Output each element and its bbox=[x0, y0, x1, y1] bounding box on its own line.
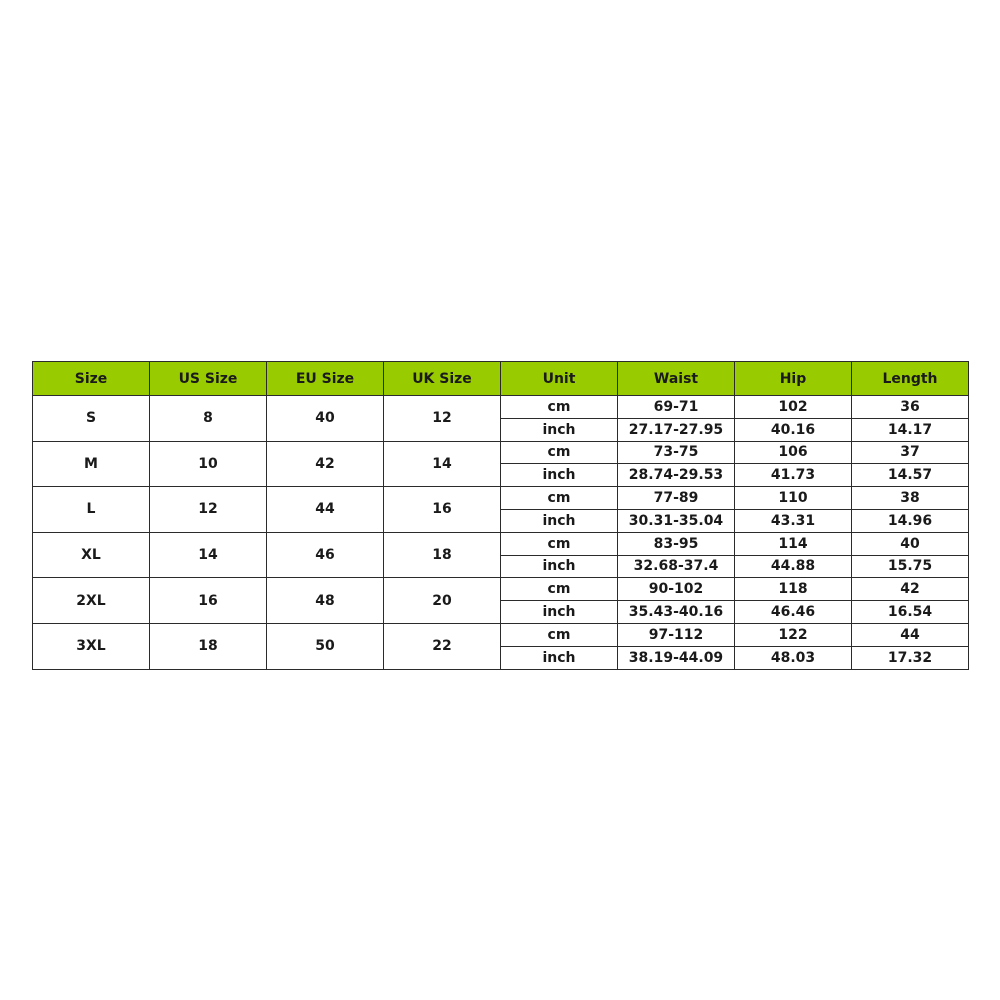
unit-cell: cm bbox=[501, 396, 618, 419]
column-header: EU Size bbox=[267, 362, 384, 396]
column-header: Size bbox=[33, 362, 150, 396]
waist-cell: 69-71 bbox=[618, 396, 735, 419]
unit-cell: inch bbox=[501, 555, 618, 578]
column-header: Hip bbox=[735, 362, 852, 396]
waist-cell: 77-89 bbox=[618, 487, 735, 510]
column-header: Length bbox=[852, 362, 969, 396]
waist-cell: 30.31-35.04 bbox=[618, 509, 735, 532]
column-header: US Size bbox=[150, 362, 267, 396]
unit-cell: cm bbox=[501, 487, 618, 510]
unit-cell: inch bbox=[501, 646, 618, 669]
column-header: Waist bbox=[618, 362, 735, 396]
header-row bbox=[33, 362, 969, 396]
size-cell: XL bbox=[33, 532, 150, 578]
waist-cell: 73-75 bbox=[618, 441, 735, 464]
hip-cell: 48.03 bbox=[735, 646, 852, 669]
length-cell: 40 bbox=[852, 532, 969, 555]
waist-cell: 27.17-27.95 bbox=[618, 418, 735, 441]
length-cell: 17.32 bbox=[852, 646, 969, 669]
hip-cell: 43.31 bbox=[735, 509, 852, 532]
column-header: Unit bbox=[501, 362, 618, 396]
unit-cell: cm bbox=[501, 441, 618, 464]
table-row bbox=[33, 396, 969, 419]
eu-size-cell: 42 bbox=[267, 441, 384, 487]
hip-cell: 110 bbox=[735, 487, 852, 510]
waist-cell: 35.43-40.16 bbox=[618, 601, 735, 624]
hip-cell: 41.73 bbox=[735, 464, 852, 487]
uk-size-cell: 18 bbox=[384, 532, 501, 578]
size-cell: S bbox=[33, 396, 150, 442]
unit-cell: inch bbox=[501, 509, 618, 532]
hip-cell: 106 bbox=[735, 441, 852, 464]
waist-cell: 97-112 bbox=[618, 623, 735, 646]
unit-cell: cm bbox=[501, 578, 618, 601]
us-size-cell: 16 bbox=[150, 578, 267, 624]
uk-size-cell: 14 bbox=[384, 441, 501, 487]
unit-cell: inch bbox=[501, 418, 618, 441]
hip-cell: 114 bbox=[735, 532, 852, 555]
hip-cell: 122 bbox=[735, 623, 852, 646]
uk-size-cell: 16 bbox=[384, 487, 501, 533]
waist-cell: 83-95 bbox=[618, 532, 735, 555]
table-row bbox=[33, 532, 969, 555]
size-cell: 2XL bbox=[33, 578, 150, 624]
length-cell: 37 bbox=[852, 441, 969, 464]
uk-size-cell: 12 bbox=[384, 396, 501, 442]
length-cell: 15.75 bbox=[852, 555, 969, 578]
eu-size-cell: 48 bbox=[267, 578, 384, 624]
unit-cell: cm bbox=[501, 623, 618, 646]
length-cell: 42 bbox=[852, 578, 969, 601]
length-cell: 14.96 bbox=[852, 509, 969, 532]
hip-cell: 46.46 bbox=[735, 601, 852, 624]
unit-cell: cm bbox=[501, 532, 618, 555]
eu-size-cell: 50 bbox=[267, 623, 384, 669]
us-size-cell: 8 bbox=[150, 396, 267, 442]
size-cell: M bbox=[33, 441, 150, 487]
table-row bbox=[33, 578, 969, 601]
hip-cell: 40.16 bbox=[735, 418, 852, 441]
uk-size-cell: 20 bbox=[384, 578, 501, 624]
size-chart-table bbox=[32, 361, 969, 670]
table-row bbox=[33, 487, 969, 510]
column-header: UK Size bbox=[384, 362, 501, 396]
us-size-cell: 18 bbox=[150, 623, 267, 669]
us-size-cell: 12 bbox=[150, 487, 267, 533]
length-cell: 14.17 bbox=[852, 418, 969, 441]
table-row bbox=[33, 441, 969, 464]
unit-cell: inch bbox=[501, 601, 618, 624]
waist-cell: 38.19-44.09 bbox=[618, 646, 735, 669]
eu-size-cell: 40 bbox=[267, 396, 384, 442]
length-cell: 38 bbox=[852, 487, 969, 510]
us-size-cell: 14 bbox=[150, 532, 267, 578]
length-cell: 14.57 bbox=[852, 464, 969, 487]
length-cell: 16.54 bbox=[852, 601, 969, 624]
hip-cell: 118 bbox=[735, 578, 852, 601]
unit-cell: inch bbox=[501, 464, 618, 487]
uk-size-cell: 22 bbox=[384, 623, 501, 669]
length-cell: 44 bbox=[852, 623, 969, 646]
us-size-cell: 10 bbox=[150, 441, 267, 487]
eu-size-cell: 44 bbox=[267, 487, 384, 533]
eu-size-cell: 46 bbox=[267, 532, 384, 578]
waist-cell: 28.74-29.53 bbox=[618, 464, 735, 487]
waist-cell: 32.68-37.4 bbox=[618, 555, 735, 578]
hip-cell: 102 bbox=[735, 396, 852, 419]
waist-cell: 90-102 bbox=[618, 578, 735, 601]
size-cell: L bbox=[33, 487, 150, 533]
size-cell: 3XL bbox=[33, 623, 150, 669]
hip-cell: 44.88 bbox=[735, 555, 852, 578]
table-row bbox=[33, 623, 969, 646]
length-cell: 36 bbox=[852, 396, 969, 419]
